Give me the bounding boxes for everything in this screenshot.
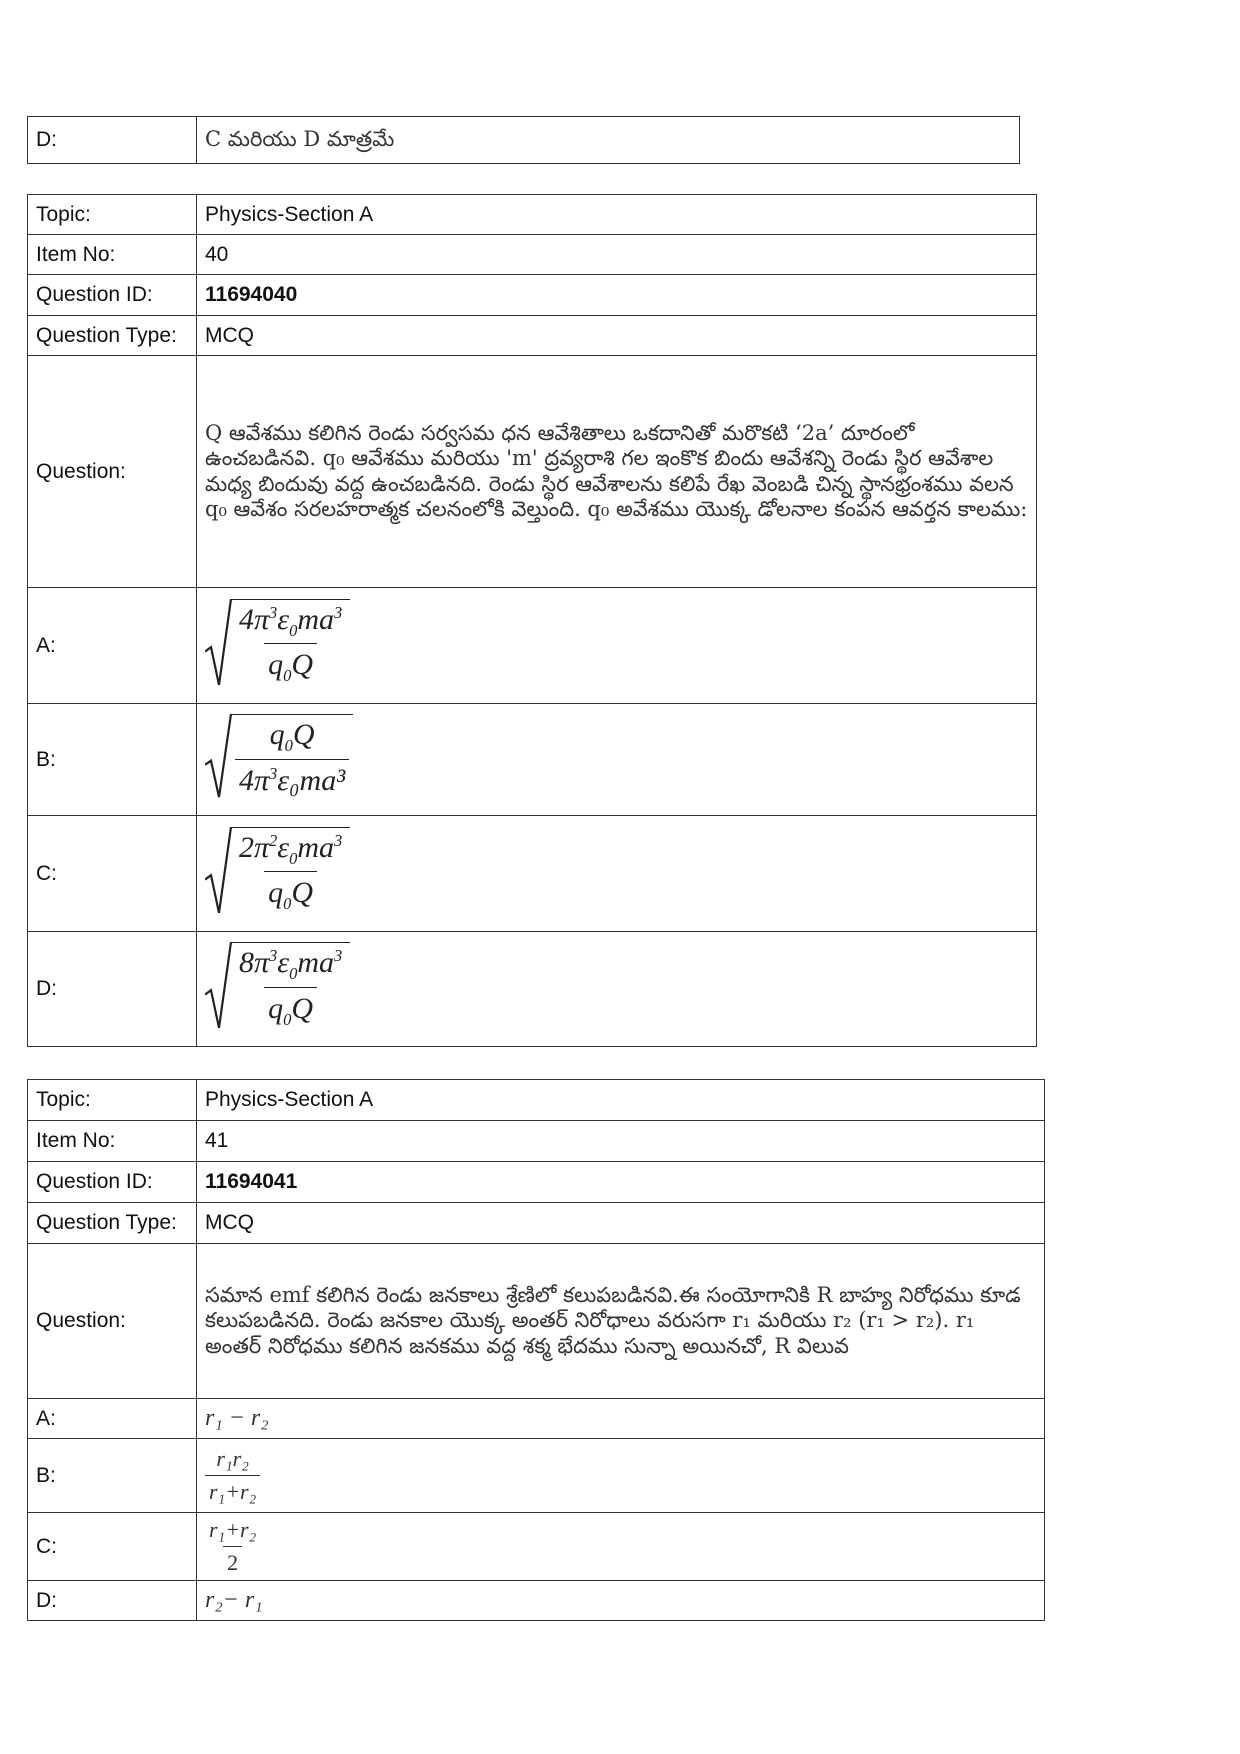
option-a-formula: $\frac{4\pi^3\varepsilon_0ma^3}{q_0Q}$ bbox=[197, 588, 1037, 704]
radical-sign-icon bbox=[205, 942, 233, 1030]
question-41-table bbox=[27, 1079, 1045, 1621]
radical-sign-icon bbox=[205, 599, 233, 687]
option-b-label: B: bbox=[28, 704, 197, 816]
option-a-label: A: bbox=[28, 1399, 197, 1439]
question-text: సమాన emf కలిగిన రెండు జనకాలు శ్రేణిలో కలుపబడినవి.ఈ సంయోగానికి R బాహ్య నిరోధము కూడ కలుపబడినది. రెండు జనకాల యొక్క అంతర్ నిరోధాలు వరుసగా r₁ మరియు r₂ (r₁ > r₂). r₁ అంతర్ నిరోధము కలిగిన జనకము వద్ద శక్మ భేదము సున్నా అయినచో, R విలువ bbox=[197, 1244, 1045, 1399]
option-d-formula: r₂− r₁ bbox=[197, 1581, 1045, 1621]
radical-sign-icon bbox=[205, 827, 233, 915]
topic-label: Topic: bbox=[28, 1080, 197, 1121]
option-a-formula: r₁ − r₂ bbox=[197, 1399, 1045, 1439]
question-type-value: MCQ bbox=[197, 1203, 1045, 1244]
topic-value: Physics-Section A bbox=[197, 1080, 1045, 1121]
radical-sign-icon bbox=[205, 714, 233, 799]
option-d-label: D: bbox=[28, 1581, 197, 1621]
item-no-value: 40 bbox=[197, 235, 1037, 275]
question-label: Question: bbox=[28, 356, 197, 588]
item-no-value: 41 bbox=[197, 1121, 1045, 1162]
option-d-label: D: bbox=[28, 117, 197, 164]
question-text: Q ఆవేశము కలిగిన రెండు సర్వసమ ధన ఆవేశితాలు ఒకదానితో మరొకటి ‘2a’ దూరంలో ఉంచబడినవి. q₀ ఆవేశము మరియు 'm' ద్రవ్యరాశి గల ఇంకొక బిందు ఆవేశన్ని రెండు స్థిర ఆవేశాల మధ్య బిందువు వద్ద ఉంచబడినది. రెండు స్థిర ఆవేశాలను కలిపే రేఖ వెంబడి చిన్న స్థానభ్రంశము వలన q₀ ఆవేశం సరలహరాత్మక చలనంలోకి వెల్తుంది. q₀ అవేశము యొక్క డోలనాల కంపన ఆవర్తన కాలము: bbox=[197, 356, 1037, 588]
option-b-label: B: bbox=[28, 1439, 197, 1513]
option-d-formula: $\frac{8\pi^3\varepsilon_0ma^3}{q_0Q}$ bbox=[197, 932, 1037, 1047]
option-c-label: C: bbox=[28, 1513, 197, 1581]
option-a-label: A: bbox=[28, 588, 197, 704]
question-type-value: MCQ bbox=[197, 316, 1037, 356]
question-id-value: 11694040 bbox=[197, 275, 1037, 316]
question-type-label: Question Type: bbox=[28, 1203, 197, 1244]
question-label: Question: bbox=[28, 1244, 197, 1399]
topic-label: Topic: bbox=[28, 195, 197, 235]
item-no-label: Item No: bbox=[28, 235, 197, 275]
option-c-formula: $\frac{2\pi^2\varepsilon_0ma^3}{q_0Q}$ bbox=[197, 816, 1037, 932]
question-id-label: Question ID: bbox=[28, 275, 197, 316]
option-d-label: D: bbox=[28, 932, 197, 1047]
question-id-value: 11694041 bbox=[197, 1162, 1045, 1203]
question-40-table bbox=[27, 194, 1037, 1047]
question-id-label: Question ID: bbox=[28, 1162, 197, 1203]
previous-question-tail-table bbox=[27, 116, 1020, 164]
option-c-formula: $\frac{\text{r₁+r₂}}{2}$ bbox=[197, 1513, 1045, 1581]
question-type-label: Question Type: bbox=[28, 316, 197, 356]
topic-value: Physics-Section A bbox=[197, 195, 1037, 235]
option-b-formula: $\frac{q_0Q}{4\pi^3\varepsilon_0ma^3}$ bbox=[197, 704, 1037, 816]
item-no-label: Item No: bbox=[28, 1121, 197, 1162]
option-b-formula: $\frac{\text{r₁r₂}}{\text{r₁+r₂}}$ bbox=[197, 1439, 1045, 1513]
option-d-value: C మరియు D మాత్రమే bbox=[197, 117, 1020, 164]
option-c-label: C: bbox=[28, 816, 197, 932]
